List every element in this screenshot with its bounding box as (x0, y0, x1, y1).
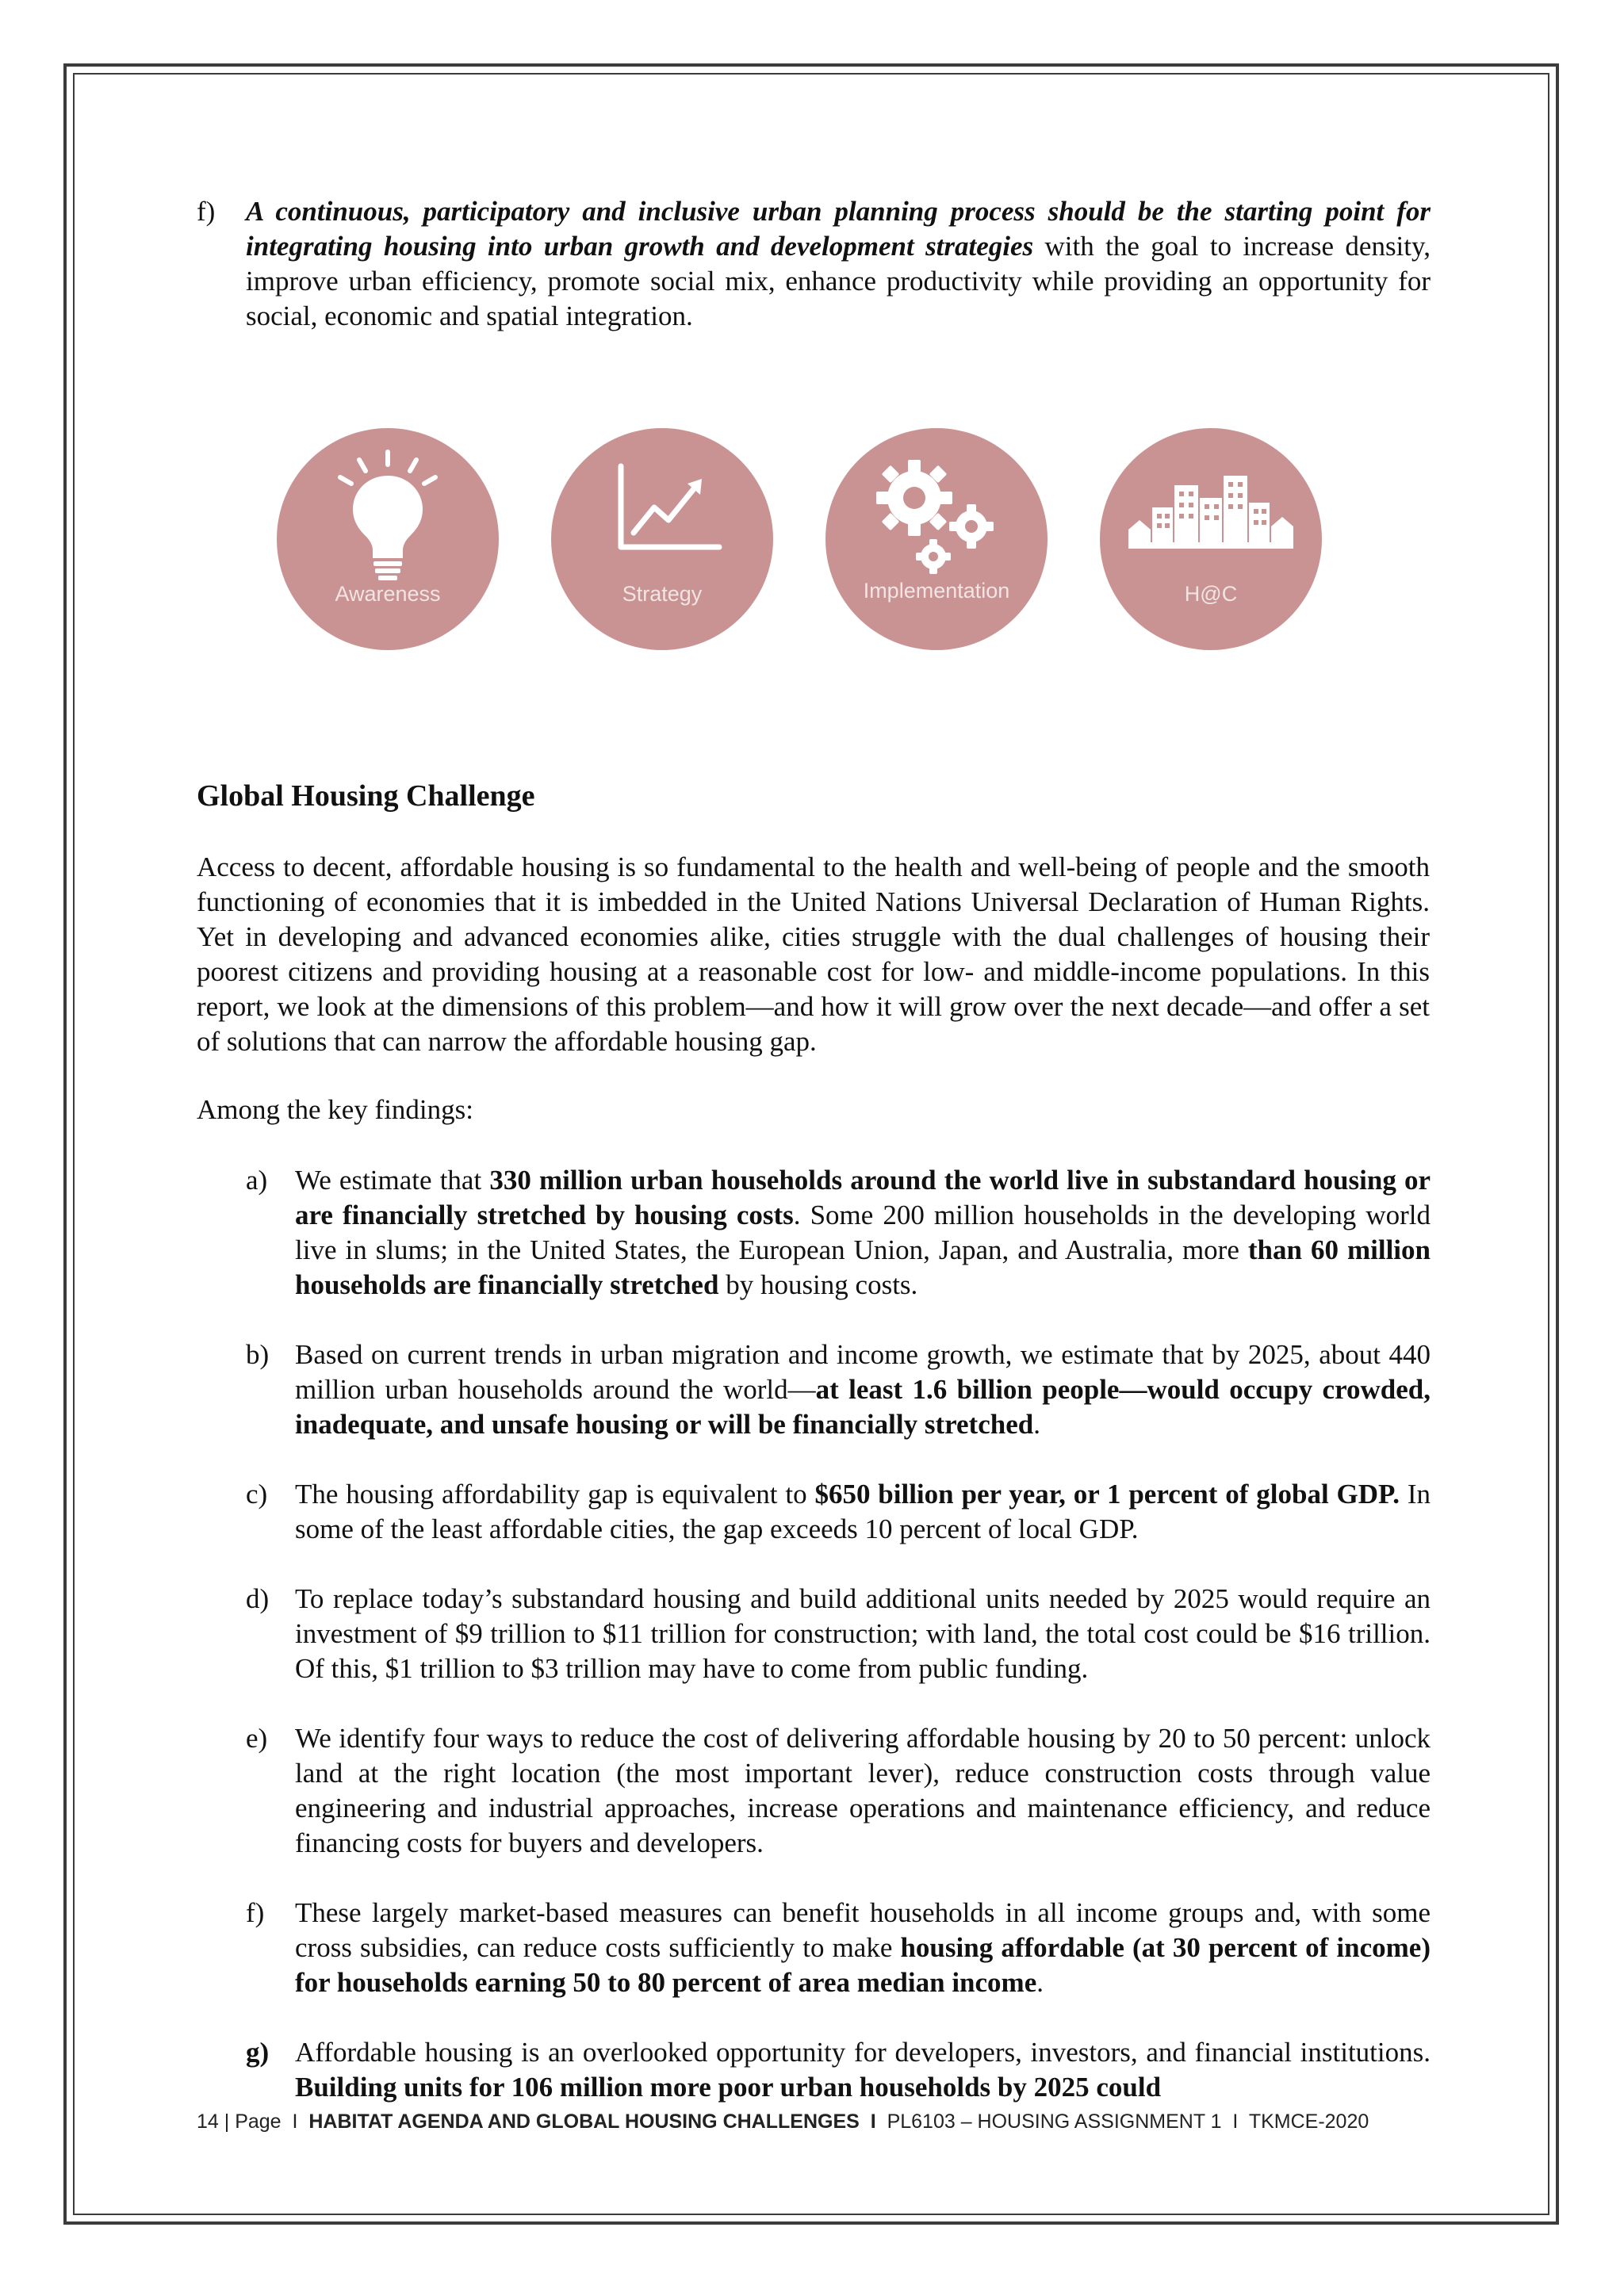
city-icon (1100, 428, 1322, 650)
findings-list (246, 1163, 1431, 2140)
finding-item (246, 1582, 1431, 1686)
awareness-circle (277, 428, 499, 650)
footer-course: PL6103 – HOUSING ASSIGNMENT 1 (887, 2110, 1222, 2133)
footer-title: HABITAT AGENDA AND GLOBAL HOUSING CHALLENGES (308, 2110, 860, 2133)
finding-text (295, 1163, 1431, 1303)
gears-icon (825, 428, 1048, 650)
finding-text (295, 1896, 1431, 2000)
plain-text: In some of the least affordable cities, the gap exceeds 10 percent of local GDP. (295, 1479, 1431, 1544)
list-marker: g) (246, 2037, 270, 2068)
strategy-label: Strategy (622, 582, 703, 606)
plain-text: We estimate that (295, 1165, 490, 1196)
emphasis-text: A continuous, participatory and inclusive urban planning process should be the starting point for integrating housing into urban growth and development strategies (246, 196, 1431, 262)
plain-text: Affordable housing is an overlooked opportunity for developers, investors, and financial institutions. (295, 2037, 1431, 2068)
emphasis-text: 330 million urban households around the world live in substandard housing or are financially stretched by housing costs (295, 1165, 1431, 1230)
plain-text: These largely market-based measures can benefit households in all income groups and, with some cross subsidies, can reduce costs sufficiently to make (295, 1897, 1431, 1963)
list-marker: e) (246, 1723, 268, 1754)
page-footer (197, 2110, 1434, 2133)
body-paragraph: Access to decent, affordable housing is so fundamental to the health and well-being of people and the smooth functioning of economies that it is imbedded in the United Nations Universal Declaration of Human Rights. Yet in developing and advanced economies alike, cities struggle with the dual challenges of housing their poorest citizens and providing housing at a reasonable cost for low- and middle-income populations. In this report, we look at the dimensions of this problem—and how it will grow over the next decade—and offer a set of solutions that can narrow the affordable housing gap. (197, 851, 1430, 1057)
plain-text: by housing costs. (718, 1269, 918, 1300)
finding-item (246, 1721, 1431, 1861)
section-heading: Global Housing Challenge (197, 779, 535, 813)
finding-item (246, 1896, 1431, 2000)
finding-item (246, 1163, 1431, 1303)
plain-text: To replace today’s substandard housing and build additional units needed by 2025 would require an investment of $9 trillion to $11 trillion for construction; with land, the total cost could be $16 trillion. Of this, $1 trillion to $3 trillion may have to come from public funding. (295, 1583, 1431, 1684)
list-marker: a) (246, 1165, 268, 1196)
plain-text: The housing affordability gap is equivalent to (295, 1479, 815, 1510)
finding-text (295, 1721, 1431, 1861)
finding-text (295, 1337, 1431, 1442)
footer-separator: I (1232, 2110, 1239, 2133)
list-marker: d) (246, 1583, 270, 1614)
finding-item (246, 2035, 1431, 2105)
footer-separator: I (292, 2110, 298, 2133)
list-marker: f) (246, 1897, 265, 1928)
implementation-circle (825, 428, 1048, 650)
plain-text: We identify four ways to reduce the cost of delivering affordable housing by 20 to 50 percent: unlock land at the right location (the most important lever), reduce construction costs through value engineering and industrial approaches, increase operations and maintenance efficiency, and reduce financing costs for buyers and developers. (295, 1723, 1431, 1858)
plain-text: Based on current trends in urban migration and income growth, we estimate that by 2025, about 440 million urban households around the world— (295, 1339, 1431, 1405)
list-marker: b) (246, 1339, 270, 1370)
list-item-text (246, 194, 1431, 334)
plain-text: with the goal to increase density, improve urban efficiency, promote social mix, enhance productivity while providing an opportunity for social, economic and spatial integration. (246, 231, 1431, 331)
finding-item (246, 1477, 1431, 1547)
emphasis-text: housing affordable (at 30 percent of income) for households earning 50 to 80 percent of area median income (295, 1932, 1431, 1998)
plain-text: . (1036, 1967, 1044, 1998)
hac-circle (1100, 428, 1322, 650)
awareness-label: Awareness (335, 582, 441, 606)
plain-text: . (1033, 1409, 1040, 1440)
strategy-circle (551, 428, 773, 650)
finding-item (246, 1337, 1431, 1442)
chart-icon (551, 428, 773, 650)
emphasis-text: than 60 million households are financially stretched (295, 1234, 1431, 1300)
footer-page-number: 14 | Page (197, 2110, 282, 2133)
emphasis-text: Building units for 106 million more poor urban households by 2025 could (295, 2072, 1162, 2103)
emphasis-text: $650 billion per year, or 1 percent of global GDP. (814, 1479, 1400, 1510)
findings-intro: Among the key findings: (197, 1094, 473, 1125)
hac-label: H@C (1184, 582, 1238, 606)
plain-text: . Some 200 million households in the developing world live in slums; in the United States, the European Union, Japan, and Australia, more (295, 1200, 1431, 1265)
finding-text (295, 1477, 1431, 1547)
footer-separator: I (870, 2110, 876, 2133)
lightbulb-icon (277, 428, 499, 650)
finding-text (295, 2035, 1431, 2105)
footer-organization: TKMCE-2020 (1248, 2110, 1369, 2133)
intro-list-item (197, 194, 1431, 334)
list-marker: c) (246, 1479, 268, 1510)
list-marker: f) (197, 196, 216, 227)
finding-text (295, 1582, 1431, 1686)
implementation-label: Implementation (863, 579, 1010, 603)
emphasis-text: at least 1.6 billion people—would occupy crowded, inadequate, and unsafe housing or will be financially stretched (295, 1374, 1431, 1440)
process-icons-row (277, 428, 1323, 650)
